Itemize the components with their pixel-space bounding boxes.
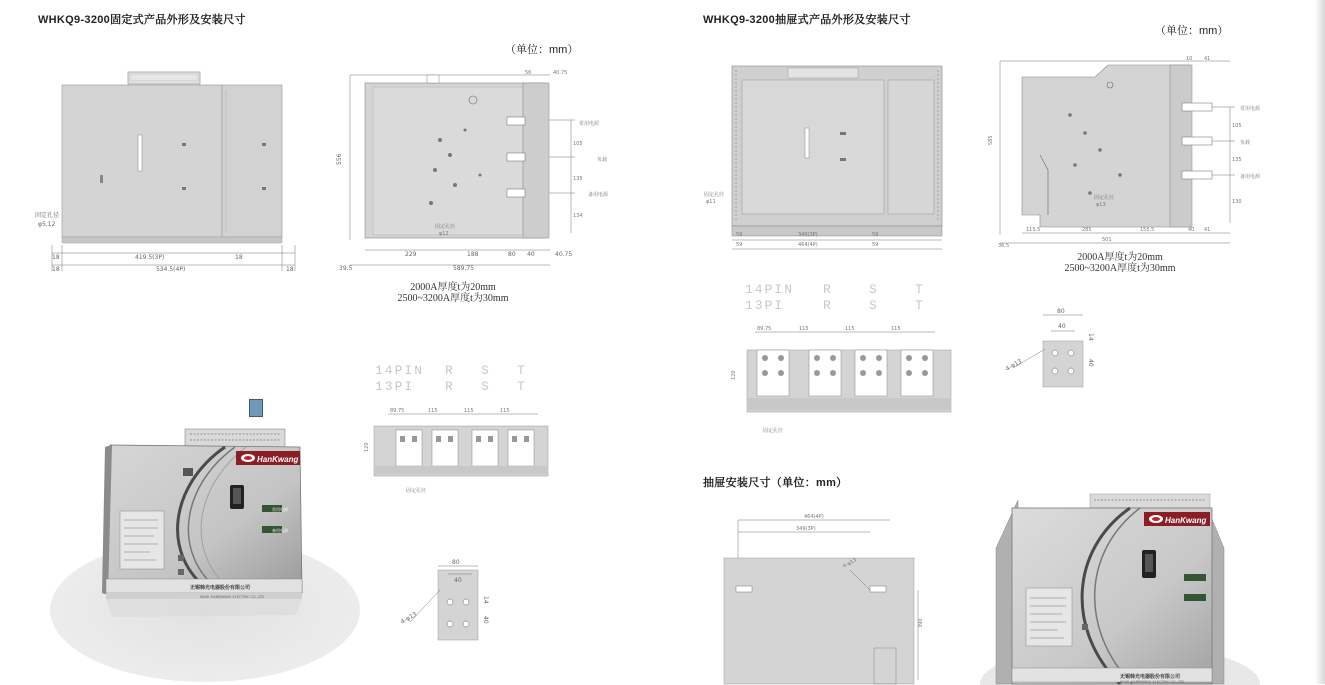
right-title: WHKQ9-3200抽屉式产品外形及安装尺寸	[703, 14, 911, 26]
left-side-bottom-dim-2: 188	[467, 251, 479, 258]
right-product-photo	[970, 490, 1260, 684]
left-side-bottom-dim-4: 40	[527, 251, 535, 258]
left-product-btn1: 常用电源	[272, 507, 288, 512]
right-side-height-dim: 585	[988, 135, 994, 145]
left-corner-marker	[249, 399, 263, 417]
left-side-top-dim-2: 40.75	[553, 70, 568, 76]
right-side-right-dim-3: 130	[1232, 199, 1242, 205]
left-side-view-drawing	[335, 65, 635, 280]
left-note-line-1: 2000A厚度t为20mm	[410, 282, 496, 293]
right-thickness-note	[1055, 252, 1185, 274]
left-front-dim-2: 18	[52, 266, 60, 273]
left-pin-labels	[375, 363, 527, 395]
left-product-btn2: 备用电源	[272, 528, 288, 533]
left-side-height-dim: 556	[336, 153, 343, 165]
right-product-brand: HanKwang	[1165, 516, 1207, 525]
drawer-install-drawing	[720, 510, 940, 684]
right-hole-h2: 40	[1087, 359, 1094, 367]
left-pin-1-s: S	[481, 363, 491, 378]
left-terminal-dim-2: 115	[428, 408, 438, 414]
left-pin-1-r: R	[445, 363, 455, 378]
drawer-dim-holes: 4-φ13	[842, 557, 858, 570]
left-terminal-hole-label: 固定孔径	[406, 488, 427, 494]
left-terminal-dim-3: 115	[464, 408, 474, 414]
right-product-company-en: WUXI HANKWANG ELECTRIC CO.,LTD	[1120, 680, 1185, 684]
right-pin-1-t: T	[915, 282, 925, 297]
right-side-bottom-dim-5: 41	[1204, 227, 1211, 233]
right-hole-spec: 4-φ13	[1004, 357, 1024, 373]
left-front-dim-1: 18	[52, 254, 60, 261]
left-front-view-drawing	[30, 65, 310, 280]
right-hole-w2: 40	[1058, 323, 1066, 330]
right-pin-1-s: S	[869, 282, 879, 297]
left-pin-1-label: 14PIN	[375, 363, 425, 378]
drawer-install-title: 抽屉安装尺寸（单位：mm）	[703, 477, 848, 489]
left-thickness-note	[388, 282, 518, 304]
right-terminal-dim-1: 89.75	[757, 326, 772, 332]
left-side-top-dim-1: 56	[525, 70, 532, 76]
right-side-right-dim-1: 105	[1232, 123, 1242, 129]
left-front-dim-3p: 419.5(3P)	[135, 254, 165, 261]
left-pin-2-r: R	[445, 379, 455, 394]
left-side-bottom-dim-1: 229	[405, 251, 417, 258]
left-front-dim-5: 18	[286, 266, 294, 273]
right-pin-1-r: R	[823, 282, 833, 297]
right-side-view-drawing	[990, 55, 1265, 250]
left-title: WHKQ9-3200固定式产品外形及安装尺寸	[38, 14, 246, 26]
right-pin-1-label: 14PIN	[745, 282, 795, 297]
drawer-dim-3p: 349(3P)	[796, 526, 816, 532]
left-hole-h2: 40	[482, 616, 489, 624]
left-front-hole-size: φ5.12	[38, 221, 56, 228]
left-front-hole-label: 固定孔径	[35, 212, 60, 219]
right-front-hole-label: 固定孔径	[704, 192, 725, 198]
right-pin-labels	[745, 282, 925, 314]
right-side-hole-label: 固定孔径	[1094, 195, 1115, 201]
left-hole-w2: 40	[454, 577, 462, 584]
right-side-bottom-dim-offset: 36.5	[998, 243, 1010, 249]
left-side-right-dim-3: 134	[573, 213, 583, 219]
right-pin-2-r: R	[823, 298, 833, 313]
left-product-company: 无锡韩光电器股份有限公司	[190, 585, 251, 591]
right-side-bottom-dim-2: 285	[1082, 227, 1092, 233]
left-product-company-en: WUXI HANKWANG ELECTRIC CO.,LTD	[200, 595, 265, 599]
page-edge-shadow	[1315, 0, 1325, 684]
left-terminal-drawing	[364, 400, 558, 500]
left-pin-2-s: S	[481, 379, 491, 394]
right-pin-2-s: S	[869, 298, 879, 313]
right-side-bottom-dim-1: 115.5	[1026, 227, 1041, 233]
left-side-label-2: 负载	[597, 157, 608, 163]
left-side-right-dim-2: 135	[573, 176, 583, 182]
right-note-line-2: 2500~3200A厚度t为30mm	[1064, 263, 1176, 274]
right-note-line-1: 2000A厚度t为20mm	[1077, 252, 1163, 263]
left-pin-2-label: 13PI	[375, 379, 415, 394]
left-unit-label: （单位：mm）	[505, 44, 579, 56]
right-terminal-dim-5: 120	[731, 370, 737, 380]
left-terminal-dim-1: 89.75	[390, 408, 405, 414]
right-side-bottom-dim-4: 40	[1188, 227, 1195, 233]
left-terminal-dim-4: 115	[500, 408, 510, 414]
left-side-bottom-dim-5: 40.75	[555, 251, 573, 258]
left-front-dim-4p: 534.5(4P)	[156, 266, 186, 273]
right-pin-2-t: T	[915, 298, 925, 313]
right-side-top-dim-1: 10	[1186, 56, 1193, 62]
left-terminal-dim-5: 120	[364, 442, 370, 452]
drawer-dim-4p: 464(4P)	[804, 514, 824, 520]
right-side-hole-size: φ13	[1096, 202, 1106, 208]
right-hole-w: 80	[1057, 308, 1065, 315]
right-unit-label: （单位：mm）	[1155, 25, 1229, 37]
right-front-dim-1: 59	[736, 232, 743, 238]
left-side-right-dim-1: 105	[573, 141, 583, 147]
drawer-dim-height: 390	[918, 618, 924, 628]
right-terminal-dim-2: 115	[799, 326, 809, 332]
left-product-photo	[50, 425, 365, 685]
right-terminal-hole-label: 固定孔径	[763, 428, 784, 434]
left-side-hole-size: φ12	[439, 231, 449, 237]
right-front-dim-5: 59	[872, 242, 879, 248]
right-front-dim-4: 59	[872, 232, 879, 238]
right-front-dim-4p: 464(4P)	[798, 242, 818, 248]
right-terminal-dim-3: 115	[845, 326, 855, 332]
left-side-bottom-dim-3: 80	[508, 251, 516, 258]
left-product-brand: HanKwang	[257, 455, 299, 464]
left-front-dim-4: 18	[235, 254, 243, 261]
left-side-bottom-dim-total: 589.75	[453, 265, 474, 272]
right-product-company: 无锡韩光电器股份有限公司	[1120, 674, 1181, 680]
right-terminal-dim-4: 115	[891, 326, 901, 332]
left-side-bottom-dim-offset: 39.5	[339, 265, 353, 272]
right-side-label-1: 常用电源	[1240, 106, 1261, 112]
left-side-label-1: 常用电源	[579, 121, 600, 127]
left-pin-1-t: T	[517, 363, 527, 378]
left-hole-detail-drawing	[400, 560, 510, 650]
right-hole-h1: 14	[1087, 333, 1094, 341]
right-front-hole-size: φ11	[706, 199, 716, 205]
right-front-dim-3p: 349(3P)	[798, 232, 818, 238]
left-pin-2-t: T	[517, 379, 527, 394]
left-hole-h1: 14	[482, 596, 489, 604]
right-side-bottom-dim-total: 501	[1102, 237, 1112, 243]
right-front-dim-2: 59	[736, 242, 743, 248]
right-pin-2-label: 13PI	[745, 298, 785, 313]
left-hole-w: 80	[452, 559, 460, 566]
left-hole-spec: 4-φ13	[399, 610, 419, 626]
right-side-label-2: 负载	[1240, 140, 1251, 146]
right-side-bottom-dim-3: 155.5	[1140, 227, 1155, 233]
right-side-top-dim-2: 41	[1204, 56, 1211, 62]
left-side-hole-label: 固定孔径	[435, 224, 456, 230]
right-front-view-drawing	[700, 60, 960, 260]
left-note-line-2: 2500~3200A厚度t为30mm	[397, 293, 509, 304]
right-side-right-dim-2: 135	[1232, 157, 1242, 163]
right-terminal-drawing	[725, 318, 960, 438]
left-side-label-3: 备用电源	[588, 192, 609, 198]
right-side-label-3: 备用电源	[1240, 174, 1261, 180]
right-hole-detail-drawing	[1005, 305, 1115, 395]
